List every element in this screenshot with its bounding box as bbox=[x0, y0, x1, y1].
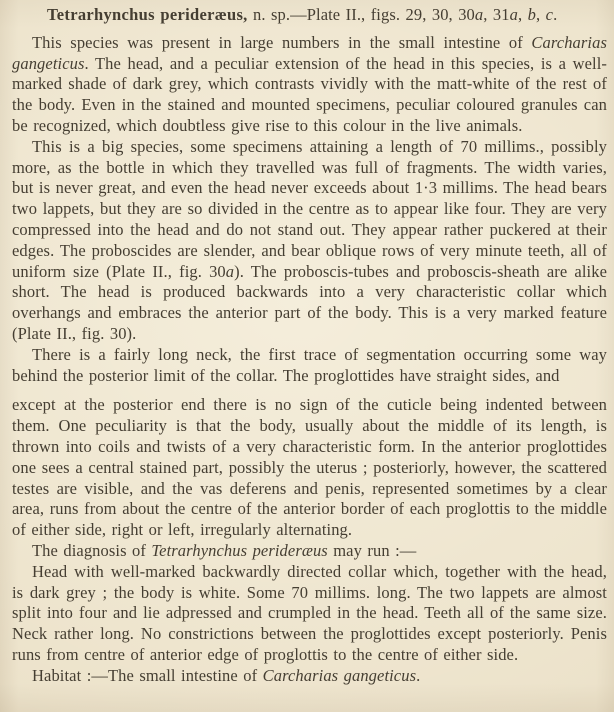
species-heading: Tetrarhynchus perideræus, n. sp.—Plate II., figs. 29, 30, 30a, 31a, b, c. bbox=[47, 5, 558, 24]
paragraph-size-and-head-description: This is a big species, some specimens attaining a length of 70 millims., possibly more, as the bottle in which they travelled was full of fragments. The width varies, but is never great, and even the head never exceeds about 1·3 millims. The head bears two lappets, but they are so divided in the centre as to appear like four. They are very compressed into the head and do not stand out. They appear rather puckered at their edges. The proboscides are slender, and bear oblique rows of very minute teeth, all of uniform size (Plate II., fig. 30a). The proboscis-tubes and proboscis-sheath are alike short. The head is produced backwards into a very characteristic collar which overhangs and embraces the anterior part of the body. This is a very marked feature (Plate II., fig. 30). bbox=[12, 136, 607, 343]
paragraph-species-occurrence: This species was present in large numbers in the small intestine of Carcharias gangeticus. The head, and a peculiar extension of the head in this species, is a well-marked shade of dark grey, which contrasts vividly with the matt-white of the rest of the body. Even in the stained and mounted specimens, peculiar coloured granules can be recognized, which doubtless give rise to this colour in the live animals. bbox=[12, 32, 607, 135]
paragraph-proglottides-continuation: except at the posterior end there is no sign of the cuticle being indented between them. One peculiarity is that the body, usually about the middle of its length, is thrown into coils and twists of a very characteristic form. In the anterior proglottides one sees a central stained part, possibly the uterus ; posteriorly, however, the scattered testes are visible, and the vas deferens and penis, represented sometimes by a clear area, runs from about the centre of the anterior border of each proglottis to the middle of either side, right or left, irregularly alternating. bbox=[12, 395, 607, 540]
paragraph-habitat: Habitat :—The small intestine of Carcharias gangeticus. bbox=[32, 665, 421, 685]
paragraph-diagnosis: Head with well-marked backwardly directed collar which, together with the head, is dark grey ; the body is white. Some 70 millims. long. The two lappets are almost split into four and lie adpressed and crumpled in the head. Teeth all of the same size. Neck rather long. No constrictions between the proglottides except posteriorly. Penis runs from centre of anterior edge of proglottis to the centre of either side. bbox=[12, 561, 607, 664]
paragraph-diagnosis-intro: The diagnosis of Tetrarhynchus perideræus may run :— bbox=[32, 540, 417, 560]
paragraph-neck-and-proglottides: There is a fairly long neck, the first trace of segmentation occurring some way behind the posterior limit of the collar. The proglottides have straight sides, and bbox=[12, 344, 607, 385]
